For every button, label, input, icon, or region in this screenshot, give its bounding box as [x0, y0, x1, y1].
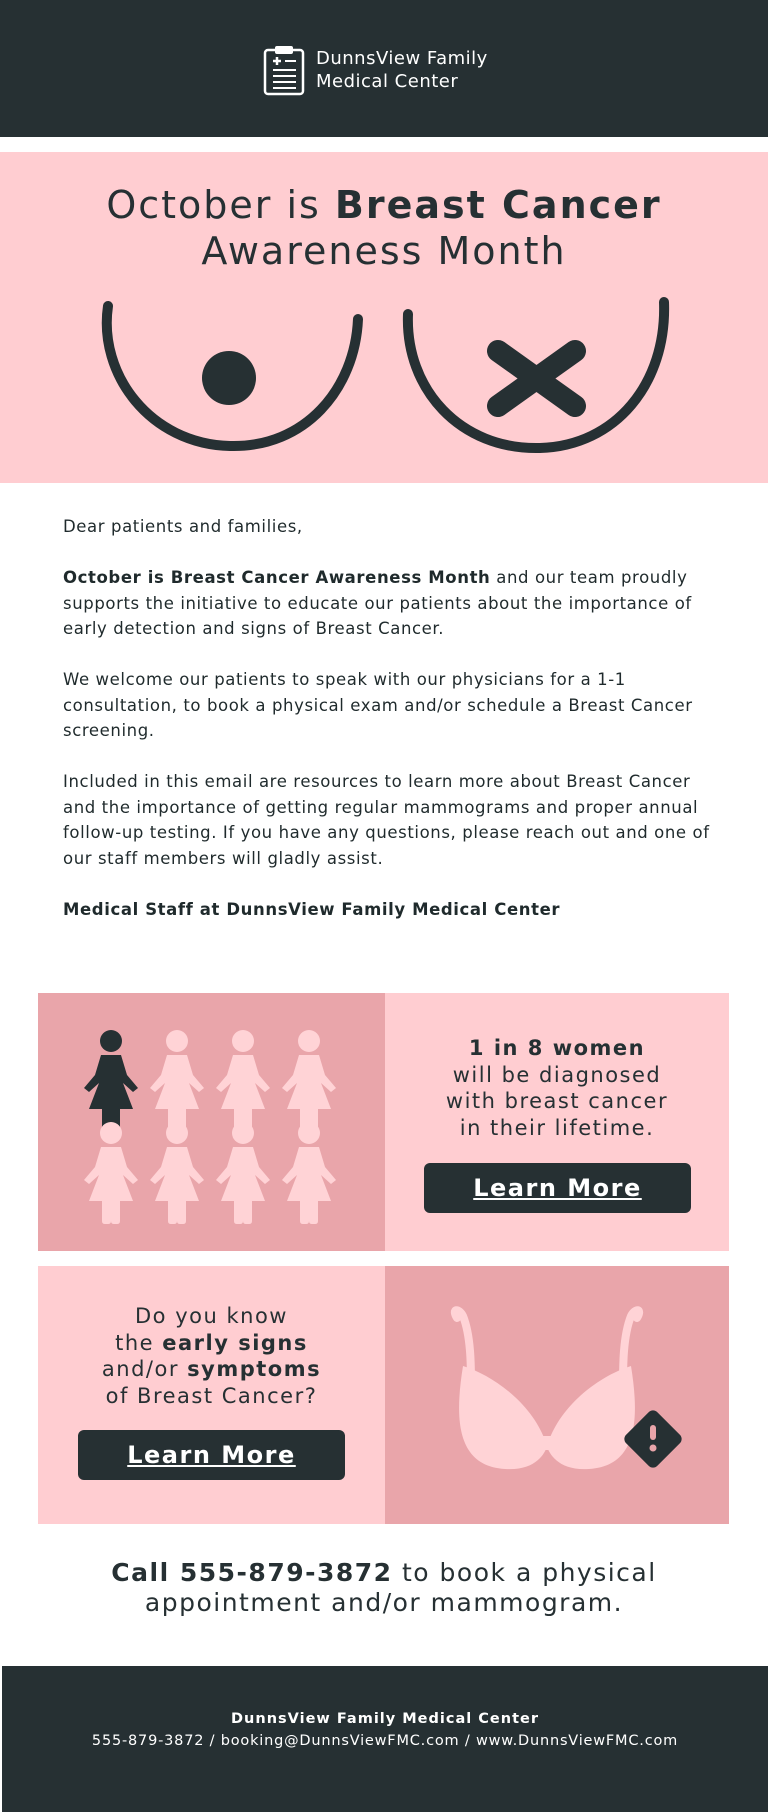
statistic-line-3: with breast cancer [445, 1089, 669, 1113]
women-figures-panel [38, 993, 385, 1251]
statistic-panel [385, 993, 729, 1251]
woman-figure [282, 1122, 336, 1224]
breast-illustration [90, 294, 680, 458]
letter-p1-rest: and our team proudly supports the initiative to educate our patients about the importance of early detection and signs of Breast Cancer. [63, 568, 692, 638]
woman-figure [150, 1030, 204, 1132]
clipboard-icon [262, 44, 306, 96]
woman-figure [282, 1030, 336, 1132]
woman-figure [216, 1122, 270, 1224]
early-signs-line-3-pre: and/or [101, 1357, 188, 1381]
early-signs-line-3-bold: symptoms [187, 1357, 322, 1381]
letter-body [63, 514, 713, 948]
early-signs-line-2-bold: early signs [162, 1330, 308, 1355]
woman-figure [216, 1030, 270, 1132]
learn-more-button-1[interactable]: Learn More [424, 1163, 691, 1213]
woman-figure-highlighted [84, 1030, 138, 1132]
letter-signature-text: Medical Staff at DunnsView Family Medical Center [63, 899, 561, 919]
logo-line-1: DunnsView Family [316, 48, 488, 69]
statistic-text [385, 1035, 729, 1141]
call-phone[interactable]: Call 555-879-3872 [111, 1558, 393, 1587]
bra-warning-icon [385, 1266, 729, 1524]
early-signs-line-2-pre: the [115, 1330, 163, 1355]
learn-more-button-2[interactable]: Learn More [78, 1430, 345, 1480]
letter-paragraph-3: Included in this email are resources to learn more about Breast Cancer and the importance of getting regular mammograms and proper annual follow-up testing. If you have any questions, please reach out and one of our staff members will gladly assist. [63, 772, 710, 868]
women-figures-icon [38, 993, 385, 1251]
header-bar [0, 0, 768, 137]
footer [2, 1666, 768, 1812]
early-signs-text [38, 1303, 385, 1409]
statistic-card [38, 993, 729, 1251]
bra-illustration-panel [385, 1266, 729, 1524]
letter-paragraph-2: We welcome our patients to speak with our physicians for a 1-1 consultation, to book a physical exam and/or schedule a Breast Cancer screening. [63, 670, 693, 740]
woman-figure [84, 1122, 138, 1224]
footer-contact-info[interactable]: 555-879-3872 / booking@DunnsViewFMC.com / www.DunnsViewFMC.com [91, 1733, 679, 1749]
early-signs-card [38, 1266, 729, 1524]
call-to-book [0, 1558, 768, 1618]
hero-title-bold: Breast Cancer [334, 183, 662, 227]
logo-text [316, 47, 488, 93]
early-signs-line-2 [38, 1330, 385, 1357]
early-signs-line-3 [38, 1356, 385, 1383]
statistic-line-2: will be diagnosed [452, 1062, 662, 1087]
letter-p1-bold: October is Breast Cancer Awareness Month [63, 568, 491, 587]
hero-title-regular: October is [106, 183, 335, 227]
hero-banner [0, 152, 768, 483]
woman-figure [150, 1122, 204, 1224]
letter-greeting: Dear patients and families, [63, 517, 303, 536]
call-text: to book a physical [392, 1558, 657, 1587]
early-signs-panel [38, 1266, 385, 1524]
hero-title-line-2: Awareness Month [201, 229, 567, 273]
letter-paragraph-1 [63, 565, 713, 642]
hero-title [0, 182, 768, 274]
call-line-2: appointment and/or mammogram. [144, 1588, 624, 1617]
letter-signature [63, 897, 713, 923]
statistic-bold: 1 in 8 women [468, 1036, 646, 1060]
footer-org-name: DunnsView Family Medical Center [231, 1711, 539, 1727]
logo-line-2: Medical Center [316, 71, 459, 92]
logo[interactable] [262, 44, 488, 96]
statistic-line-4: in their lifetime. [459, 1115, 655, 1140]
early-signs-line-4: of Breast Cancer? [105, 1383, 318, 1408]
early-signs-line-1: Do you know [135, 1304, 288, 1328]
